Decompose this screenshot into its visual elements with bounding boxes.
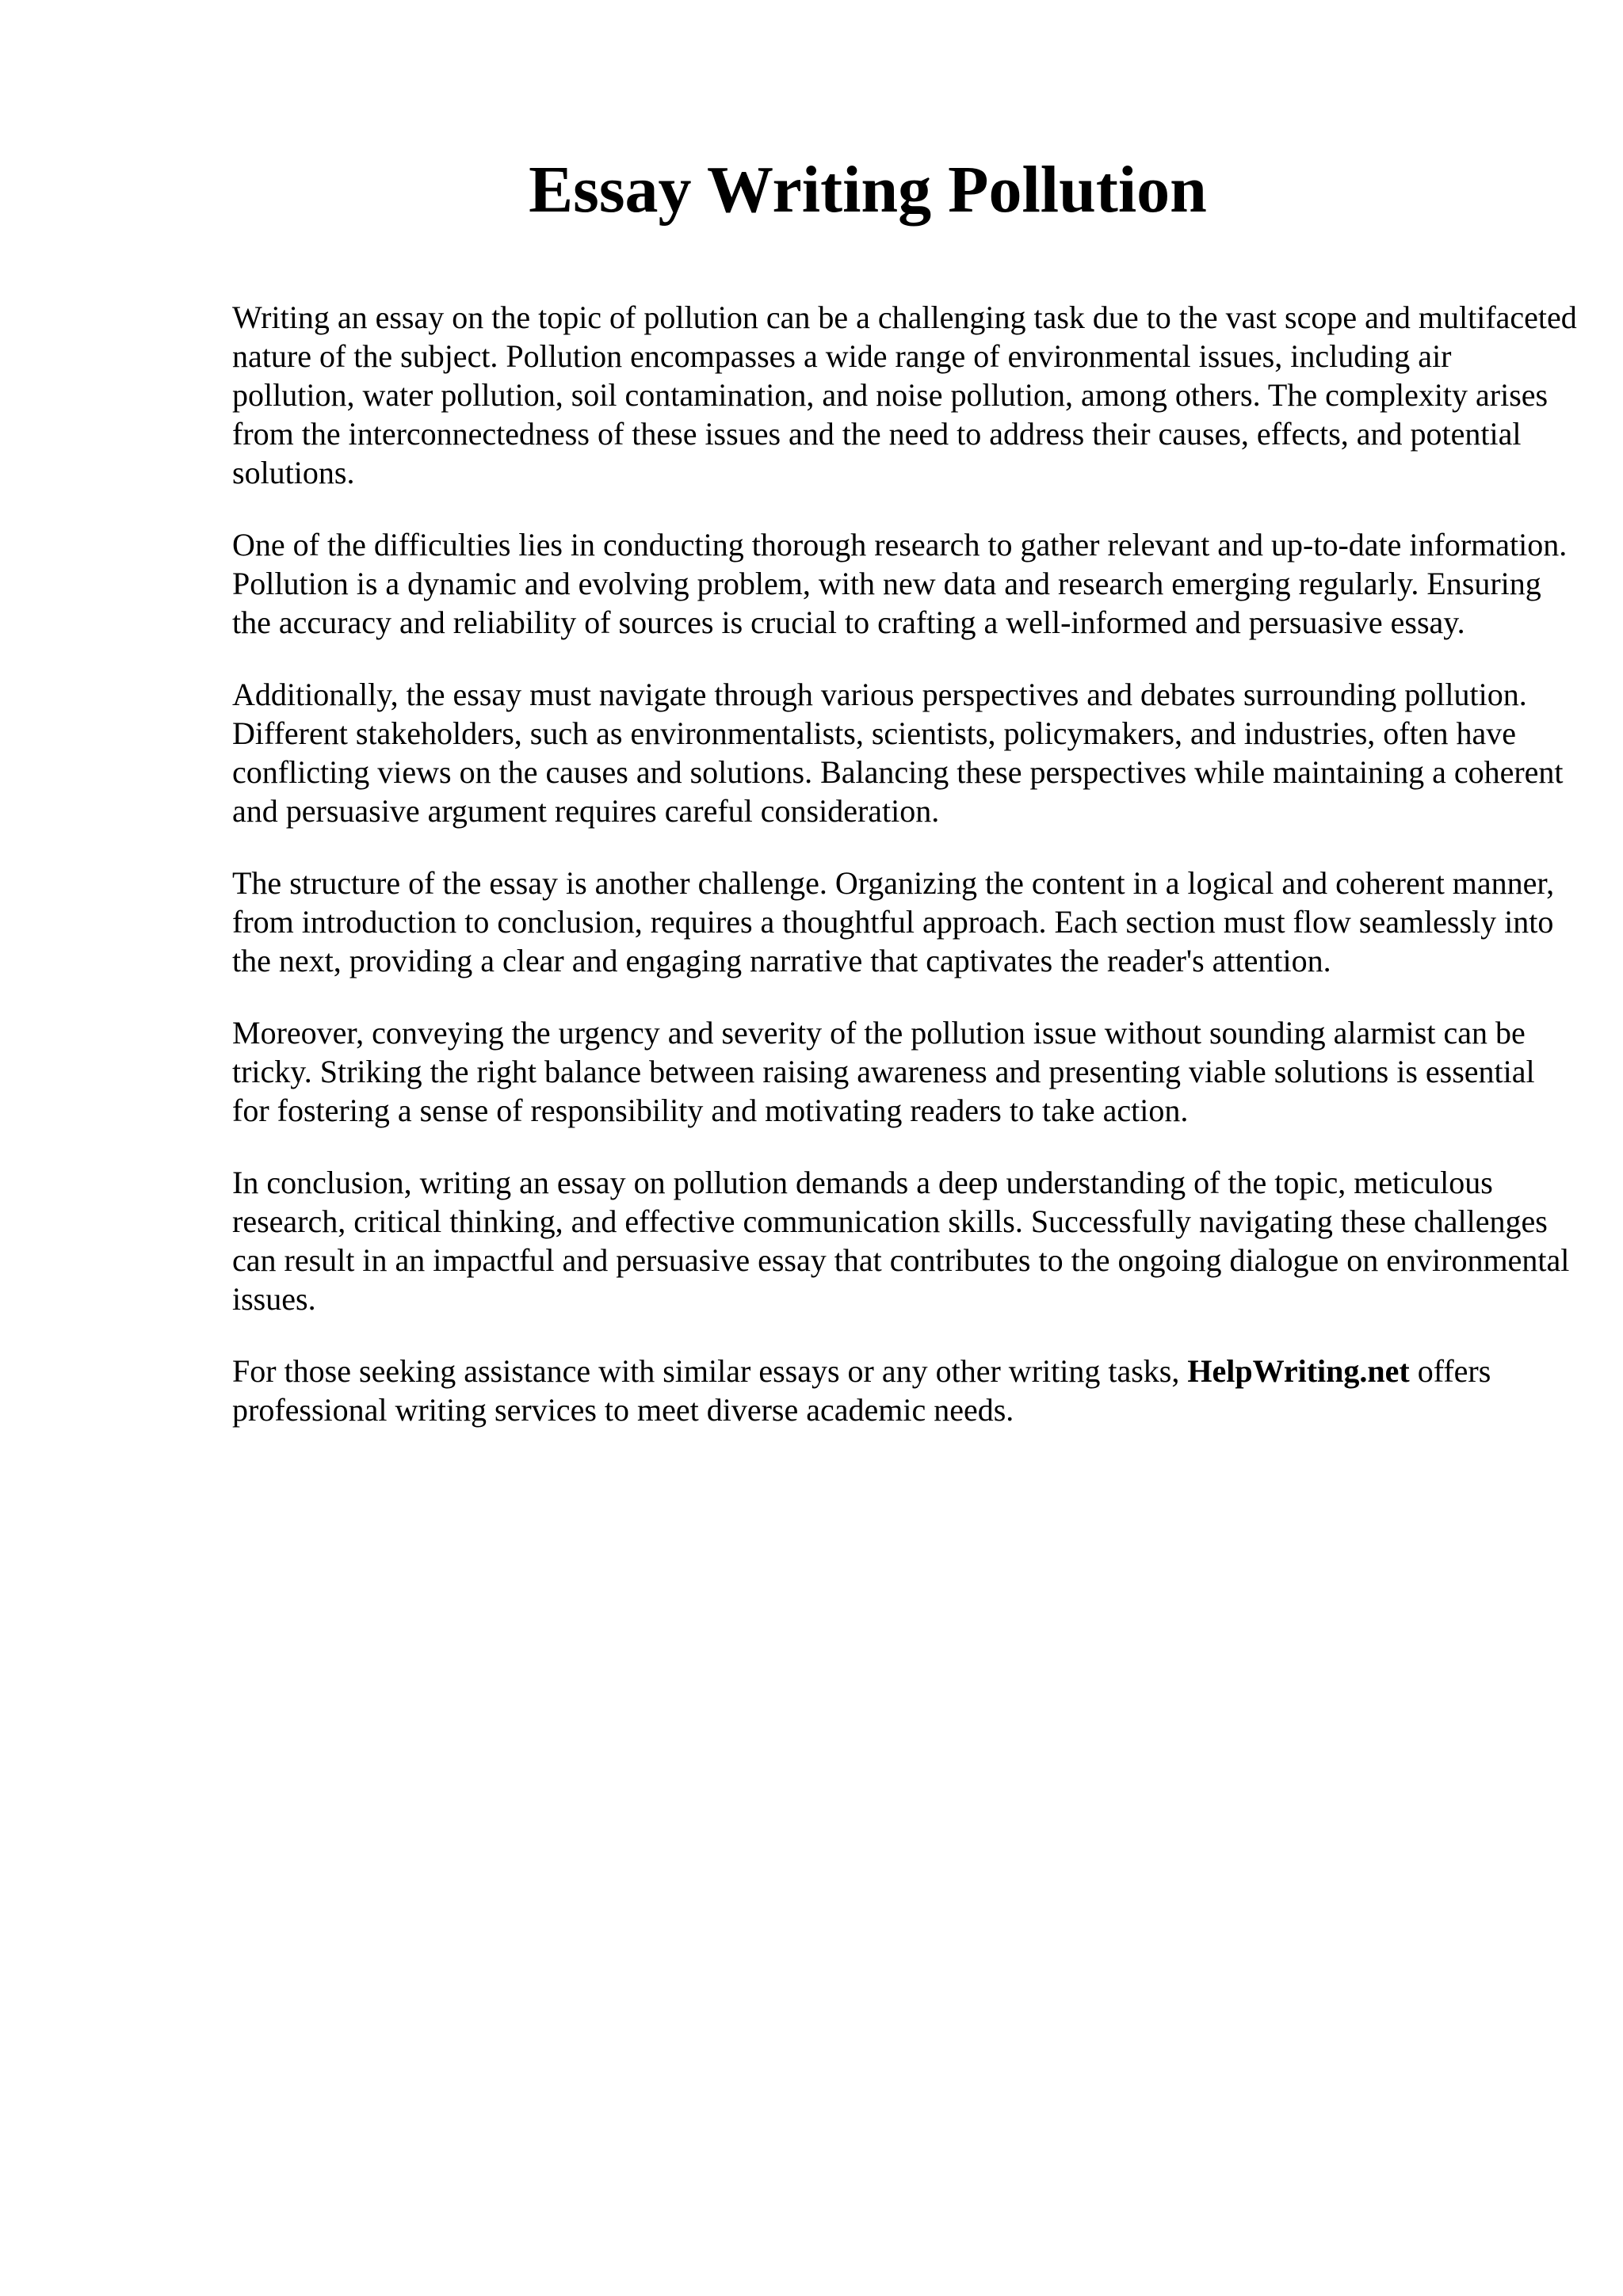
page-title: Essay Writing Pollution — [529, 153, 1207, 227]
essay-body — [232, 298, 1579, 1463]
paragraph-5: Moreover, conveying the urgency and severity of the pollution issue without sounding alarmist can be tricky. Striking the right balance between raising awareness and presenting viable solutions is essential for fostering a sense of responsibility and motivating readers to take action. — [232, 1015, 1535, 1128]
paragraph-3: Additionally, the essay must navigate through various perspectives and debates surrounding pollution. Different stakeholders, such as environmentalists, scientists, policymakers, and industries, often have conflicting views on the causes and solutions. Balancing these perspectives while maintaining a coherent and persuasive argument requires careful consideration. — [232, 677, 1564, 829]
closing-text-before: For those seeking assistance with similar essays or any other writing tasks, — [232, 1353, 1188, 1389]
paragraph-2: One of the difficulties lies in conducting thorough research to gather relevant and up-to-date information. Pollution is a dynamic and evolving problem, with new data and research emerging regularly. Ensuring the accuracy and reliability of sources is crucial to crafting a well-informed and persuasive essay. — [232, 527, 1568, 640]
closing-paragraph — [232, 1352, 1579, 1429]
closing-text-after: offers professional writing services to meet diverse academic needs. — [232, 1353, 1491, 1428]
brand-name: HelpWriting.net — [1187, 1353, 1410, 1389]
paragraph-6: In conclusion, writing an essay on pollution demands a deep understanding of the topic, meticulous research, critical thinking, and effective communication skills. Successfully navigating these challenges can result in an impactful and persuasive essay that contributes to the ongoing dialogue on environmental issues. — [232, 1165, 1570, 1317]
paragraph-4: The structure of the essay is another challenge. Organizing the content in a logical and coherent manner, from introduction to conclusion, requires a thoughtful approach. Each section must flow seamlessly into the next, providing a clear and engaging narrative that captivates the reader's attention. — [232, 865, 1555, 978]
paragraph-1: Writing an essay on the topic of pollution can be a challenging task due to the vast scope and multifaceted nature of the subject. Pollution encompasses a wide range of environmental issues, including air pollution, water pollution, soil contamination, and noise pollution, among others. The complexity arises from the interconnectedness of these issues and the need to address their causes, effects, and potential solutions. — [232, 299, 1577, 490]
